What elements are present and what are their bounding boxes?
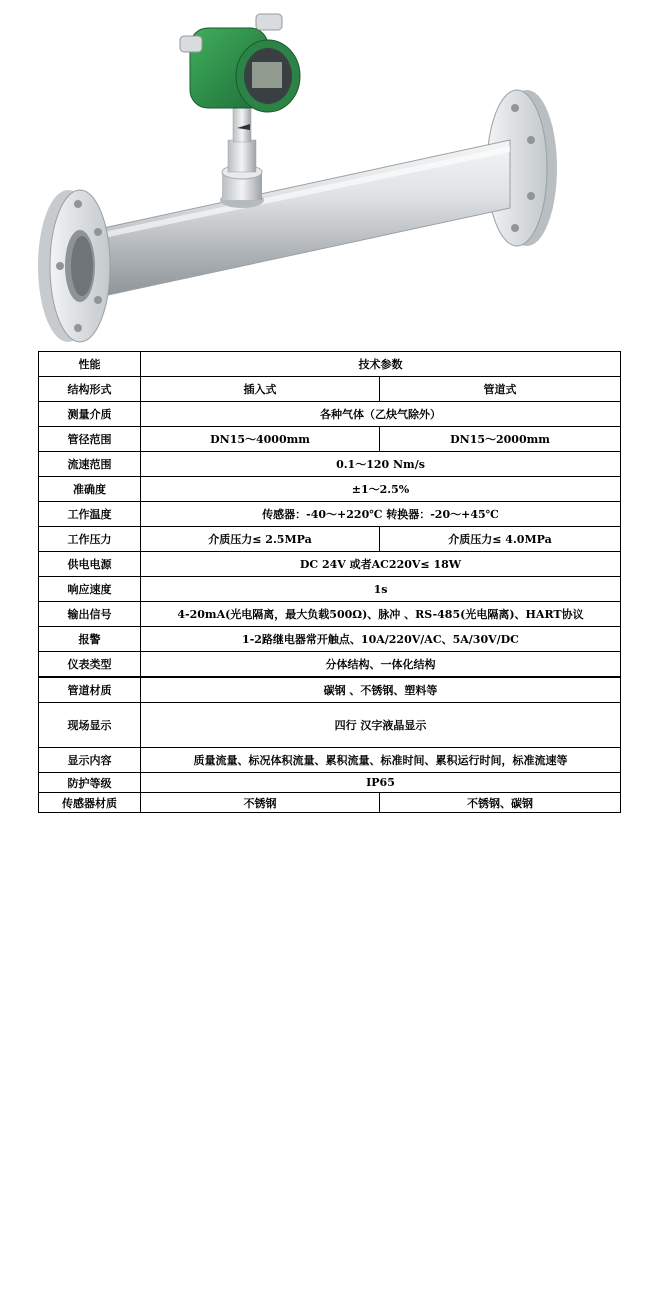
table-row — [39, 677, 621, 703]
spec-table — [38, 351, 621, 813]
row-param: 结构形式 — [39, 377, 141, 402]
row-param: 供电电源 — [39, 552, 141, 577]
row-value: 0.1～120 Nm/s — [141, 452, 621, 477]
table-row — [39, 793, 621, 813]
row-param: 测量介质 — [39, 402, 141, 427]
row-param: 准确度 — [39, 477, 141, 502]
row-param: 显示内容 — [39, 748, 141, 773]
row-value: 碳钢 、不锈钢、塑料等 — [141, 677, 621, 703]
table-header-row — [39, 352, 621, 377]
row-value-insertion: 介质压力≤ 2.5MPa — [141, 527, 380, 552]
table-row — [39, 627, 621, 652]
row-value: 各种气体（乙炔气除外） — [141, 402, 621, 427]
table-row — [39, 577, 621, 602]
row-value: 分体结构、一体化结构 — [141, 652, 621, 678]
row-value: IP65 — [141, 773, 621, 793]
row-param: 仪表类型 — [39, 652, 141, 678]
row-value-insertion: DN15～4000mm — [141, 427, 380, 452]
flowmeter-illustration — [30, 0, 590, 350]
row-param: 现场显示 — [39, 703, 141, 748]
row-value: 1s — [141, 577, 621, 602]
table-row — [39, 502, 621, 527]
table-row — [39, 527, 621, 552]
row-value: DC 24V 或者AC220V≤ 18W — [141, 552, 621, 577]
row-value: 传感器：-40～+220℃ 转换器：-20～+45℃ — [141, 502, 621, 527]
row-param: 报警 — [39, 627, 141, 652]
table-row — [39, 748, 621, 773]
table-row — [39, 602, 621, 627]
table-row — [39, 652, 621, 678]
row-value: 四行 汉字液晶显示 — [141, 703, 621, 748]
row-value-insertion: 不锈钢 — [141, 793, 380, 813]
row-value: ±1～2.5% — [141, 477, 621, 502]
row-param: 工作温度 — [39, 502, 141, 527]
row-param: 防护等级 — [39, 773, 141, 793]
row-value-pipeline: 不锈钢、碳钢 — [380, 793, 621, 813]
row-param: 管道材质 — [39, 677, 141, 703]
row-value-pipeline: 介质压力≤ 4.0MPa — [380, 527, 621, 552]
table-row — [39, 477, 621, 502]
table-row — [39, 703, 621, 748]
row-value-insertion: 插入式 — [141, 377, 380, 402]
transmitter-housing — [180, 14, 300, 112]
table-row — [39, 552, 621, 577]
row-param: 工作压力 — [39, 527, 141, 552]
row-param: 输出信号 — [39, 602, 141, 627]
row-value-pipeline: 管道式 — [380, 377, 621, 402]
sensor-stem — [220, 104, 264, 208]
pipe-body — [85, 140, 510, 300]
header-param: 性能 — [39, 352, 141, 377]
row-value-pipeline: DN15～2000mm — [380, 427, 621, 452]
row-param: 响应速度 — [39, 577, 141, 602]
table-row — [39, 773, 621, 793]
table-row — [39, 402, 621, 427]
row-value: 1-2路继电器常开触点、10A/220V/AC、5A/30V/DC — [141, 627, 621, 652]
row-param: 管径范围 — [39, 427, 141, 452]
header-value: 技术参数 — [141, 352, 621, 377]
left-flange — [38, 190, 110, 342]
table-row — [39, 377, 621, 402]
row-value: 4-20mA(光电隔离，最大负载500Ω)、脉冲 、RS-485(光电隔离)、HART协议 — [141, 602, 621, 627]
table-row — [39, 452, 621, 477]
row-value: 质量流量、标况体积流量、累积流量、标准时间、累积运行时间，标准流速等 — [141, 748, 621, 773]
table-row — [39, 427, 621, 452]
row-param: 流速范围 — [39, 452, 141, 477]
row-param: 传感器材质 — [39, 793, 141, 813]
